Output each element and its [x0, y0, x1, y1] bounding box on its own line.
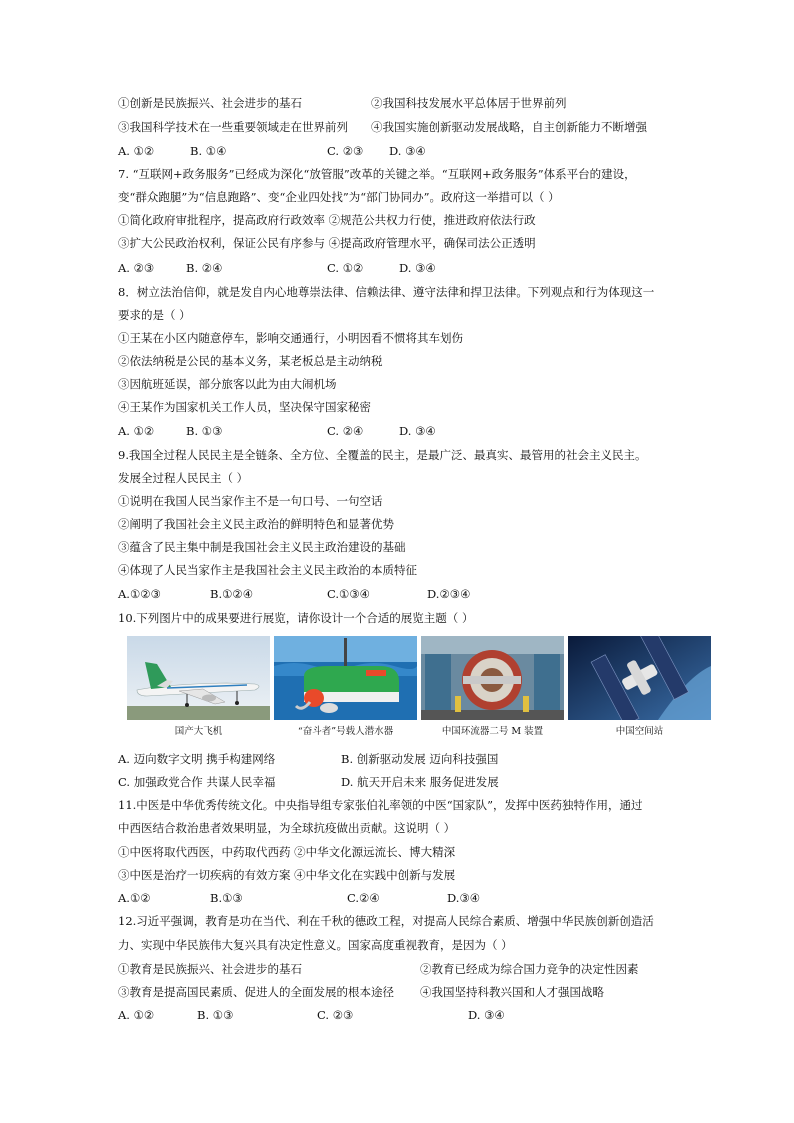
- q7-answer-b: B. ②④: [186, 261, 223, 275]
- q9-stem-line-2: 发展全过程人民民主（ ）: [118, 471, 249, 485]
- q12-option-1: ①教育是民族振兴、社会进步的基石: [118, 962, 302, 976]
- q12-stem-line-1: 12.习近平强调，教育是功在当代、利在千秋的德政工程，对提高人民综合素质、增强中华民族创新创造活: [118, 914, 654, 928]
- q10-answer-b: B. 创新驱动发展 迈向科技强国: [341, 752, 499, 766]
- q7-options-1-2: ①简化政府审批程序，提高政府行政效率 ②规范公共权力行使，推进政府依法行政: [118, 213, 536, 227]
- q10-stem: 10.下列图片中的成果要进行展览，请你设计一个合适的展览主题（ ）: [118, 611, 474, 625]
- q8-answer-a: A. ①②: [118, 424, 155, 438]
- q8-answer-b: B. ①③: [186, 424, 223, 438]
- q9-answer-c: C.①③④: [327, 587, 370, 601]
- q9-answer-b: B.①②④: [210, 587, 254, 601]
- q9-option-1: ①说明在我国人民当家作主不是一句口号、一句空话: [118, 494, 383, 508]
- q6-answer-c: C. ②③: [327, 144, 364, 158]
- q11-stem-line-1: 11.中医是中华优秀传统文化。中央指导组专家张伯礼率领的中医“国家队”，发挥中医药独特作用，通过: [118, 798, 643, 812]
- q8-stem-line-1: 8．树立法治信仰，就是发自内心地尊崇法律、信赖法律、遵守法律和捍卫法律。下列观点和行为体现这一: [118, 285, 655, 299]
- q11-options-1-2: ①中医将取代西医，中药取代西药 ②中华文化源远流长、博大精深: [118, 845, 456, 859]
- tokamak-photo: [421, 636, 564, 720]
- airliner-caption: 国产大飞机: [174, 726, 223, 737]
- q6-option-1: ①创新是民族振兴、社会进步的基石: [118, 96, 302, 110]
- q12-answer-b: B. ①③: [197, 1008, 234, 1022]
- q6-option-3: ③我国科学技术在一些重要领域走在世界前列: [118, 120, 348, 134]
- q8-answer-d: D. ③④: [399, 424, 436, 438]
- q11-options-3-4: ③中医是治疗一切疾病的有效方案 ④中华文化在实践中创新与发展: [118, 868, 456, 882]
- q6-answer-d: D. ③④: [389, 144, 426, 158]
- q8-stem-line-2: 要求的是（ ）: [118, 308, 191, 322]
- q7-answer-c: C. ①②: [327, 261, 364, 275]
- q7-answer-a: A. ②③: [118, 261, 155, 275]
- submersible-caption: “奋斗者”号载人潜水器: [297, 726, 394, 737]
- q9-answer-d: D.②③④: [427, 587, 471, 601]
- airliner-photo: [127, 636, 270, 720]
- space-station-photo: [568, 636, 711, 720]
- q11-answer-a: A.①②: [118, 891, 151, 905]
- q6-option-4: ④我国实施创新驱动发展战略，自主创新能力不断增强: [371, 120, 647, 134]
- q6-option-2: ②我国科技发展水平总体居于世界前列: [371, 96, 567, 110]
- q12-option-2: ②教育已经成为综合国力竞争的决定性因素: [420, 962, 639, 976]
- submersible-photo: [274, 636, 417, 720]
- q10-answer-c: C. 加强政党合作 共谋人民幸福: [118, 775, 276, 789]
- q12-option-3: ③教育是提高国民素质、促进人的全面发展的根本途径: [118, 985, 394, 999]
- q12-stem-line-2: 力、实现中华民族伟大复兴具有决定性意义。国家高度重视教育，是因为（ ）: [118, 938, 513, 952]
- q8-option-3: ③因航班延误，部分旅客以此为由大闹机场: [118, 377, 337, 391]
- q9-option-2: ②阐明了我国社会主义民主政治的鲜明特色和显著优势: [118, 517, 394, 531]
- q10-answer-a: A. 迈向数字文明 携手构建网络: [118, 752, 276, 766]
- q11-stem-line-2: 中西医结合救治患者效果明显，为全球抗疫做出贡献。这说明（ ）: [118, 821, 456, 835]
- q12-answer-d: D. ③④: [468, 1008, 505, 1022]
- q7-stem-line-1: 7. “互联网+政务服务”已经成为深化“放管服”改革的关键之举。“互联网+政务服务”体系平台的建设，: [118, 167, 636, 181]
- q7-stem-line-2: 变“群众跑腿”为“信息跑路”、变“企业四处找”为“部门协同办”。政府这一举措可以（ ）: [118, 190, 560, 204]
- q12-answer-c: C. ②③: [317, 1008, 354, 1022]
- q9-option-4: ④体现了人民当家作主是我国社会主义民主政治的本质特征: [118, 563, 417, 577]
- q7-options-3-4: ③扩大公民政治权利，保证公民有序参与 ④提高政府管理水平，确保司法公正透明: [118, 236, 536, 250]
- q11-answer-c: C.②④: [347, 891, 380, 905]
- tokamak-caption: 中国环流器二号 M 装置: [441, 726, 544, 737]
- q6-answer-b: B. ①④: [190, 144, 227, 158]
- q8-option-2: ②依法纳税是公民的基本义务，某老板总是主动纳税: [118, 354, 383, 368]
- q7-answer-d: D. ③④: [399, 261, 436, 275]
- q6-answer-a: A. ①②: [118, 144, 155, 158]
- q12-option-4: ④我国坚持科教兴国和人才强国战略: [420, 985, 604, 999]
- q8-option-4: ④王某作为国家机关工作人员，坚决保守国家秘密: [118, 400, 371, 414]
- q8-option-1: ①王某在小区内随意停车，影响交通通行，小明因看不惯将其车划伤: [118, 331, 463, 345]
- q9-answer-a: A.①②③: [118, 587, 161, 601]
- q10-answer-d: D. 航天开启未来 服务促进发展: [341, 775, 499, 789]
- space-station-caption: 中国空间站: [615, 726, 664, 737]
- q12-answer-a: A. ①②: [118, 1008, 155, 1022]
- q11-answer-b: B.①③: [210, 891, 243, 905]
- q8-answer-c: C. ②④: [327, 424, 364, 438]
- q10-photo-strip: [127, 636, 713, 742]
- q9-stem-line-1: 9.我国全过程人民民主是全链条、全方位、全覆盖的民主，是最广泛、最真实、最管用的社会主义民主。: [118, 448, 647, 462]
- q9-option-3: ③蕴含了民主集中制是我国社会主义民主政治建设的基础: [118, 540, 406, 554]
- q11-answer-d: D.③④: [447, 891, 481, 905]
